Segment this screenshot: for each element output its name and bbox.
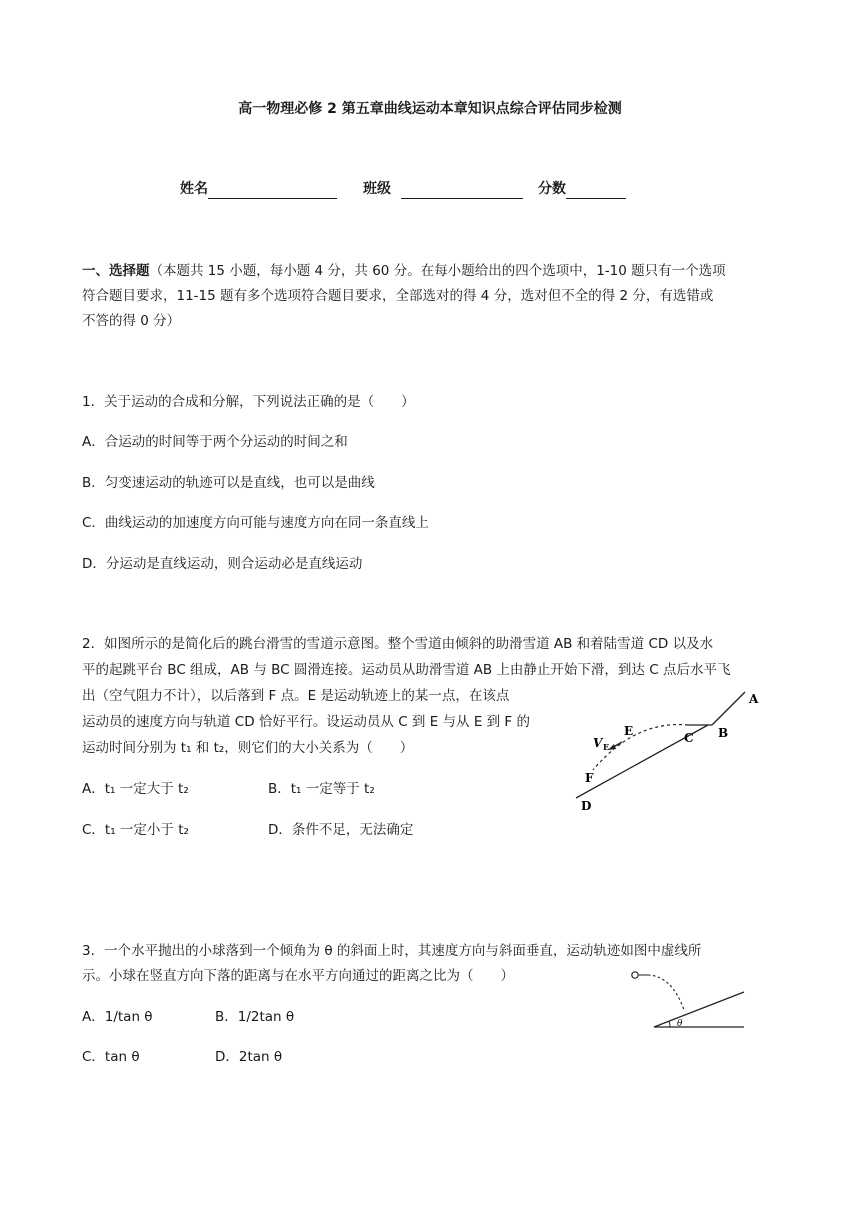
ball	[632, 972, 638, 978]
section-heading: 一、选择题	[82, 263, 150, 279]
class-blank[interactable]	[401, 183, 523, 199]
q2-option-a[interactable]: A．t₁ 一定大于 t₂	[82, 781, 189, 797]
score-blank[interactable]	[566, 183, 626, 199]
section-intro-line-1: 一、选择题（本题共 15 小题，每小题 4 分，共 60 分。在每小题给出的四个选项中，1-10 题只有一个选项	[82, 263, 726, 279]
incline-diagram	[620, 960, 760, 1035]
q2-stem-line-3: 出（空气阻力不计），以后落到 F 点。E 是运动轨迹上的某一点，在该点	[82, 688, 510, 704]
q3-stem-line-2: 示。小球在竖直方向下落的距离与在水平方向通过的距离之比为（ ）	[82, 968, 514, 984]
label-b: B	[718, 726, 729, 740]
page-title: 高一物理必修 2 第五章曲线运动本章知识点综合评估同步检测	[238, 101, 622, 117]
score-label: 分数	[538, 181, 566, 197]
label-e: E	[624, 724, 634, 738]
class-field[interactable]	[363, 179, 523, 199]
angle-arc	[669, 1021, 670, 1027]
ski-jump-diagram	[560, 680, 790, 820]
ramp-ab	[712, 692, 745, 725]
incline-line	[654, 992, 744, 1027]
q2-stem-line-1: 2．如图所示的是简化后的跳台滑雪的雪道示意图。整个雪道由倾斜的助滑雪道 AB 和着陆雪道 CD 以及水	[82, 636, 714, 652]
name-label: 姓名	[180, 181, 208, 197]
label-v: V	[593, 736, 603, 750]
q2-option-d[interactable]: D．条件不足，无法确定	[268, 822, 414, 838]
q2-stem-line-5: 运动时间分别为 t₁ 和 t₂，则它们的大小关系为（ ）	[82, 740, 414, 756]
q3-option-d[interactable]: D．2tan θ	[215, 1049, 283, 1065]
q2-stem-line-2: 平的起跳平台 BC 组成，AB 与 BC 圆滑连接。运动员从助滑雪道 AB 上由静止开始下滑，到达 C 点后水平飞	[82, 662, 731, 678]
label-c: C	[684, 731, 694, 745]
q1-option-d[interactable]: D．分运动是直线运动，则合运动必是直线运动	[82, 556, 363, 572]
q2-option-b[interactable]: B．t₁ 一定等于 t₂	[268, 781, 375, 797]
q2-stem-line-4: 运动员的速度方向与轨道 CD 恰好平行。设运动员从 C 到 E 与从 E 到 F 的	[82, 714, 530, 730]
name-blank[interactable]	[208, 183, 337, 199]
q1-option-b[interactable]: B．匀变速运动的轨迹可以是直线，也可以是曲线	[82, 475, 375, 491]
label-f: F	[585, 771, 594, 785]
theta-label: θ	[677, 1019, 683, 1029]
q2-option-c[interactable]: C．t₁ 一定小于 t₂	[82, 822, 189, 838]
q3-option-b[interactable]: B．1/2tan θ	[215, 1009, 295, 1025]
q3-option-a[interactable]: A．1/tan θ	[82, 1009, 153, 1025]
label-a: A	[749, 692, 759, 706]
label-v-subscript: E	[603, 742, 610, 752]
name-field[interactable]	[180, 179, 337, 199]
section-intro-line-2: 符合题目要求，11-15 题有多个选项符合题目要求，全部选对的得 4 分，选对但不全的得 2 分，有选错或	[82, 288, 714, 304]
section-intro-line-3: 不答的得 0 分）	[82, 313, 181, 329]
q1-option-c[interactable]: C．曲线运动的加速度方向可能与速度方向在同一条直线上	[82, 515, 429, 531]
label-d: D	[581, 799, 592, 813]
q1-option-a[interactable]: A．合运动的时间等于两个分运动的时间之和	[82, 434, 348, 450]
q3-option-c[interactable]: C．tan θ	[82, 1049, 140, 1065]
q1-stem: 1．关于运动的合成和分解，下列说法正确的是（ ）	[82, 394, 415, 410]
score-field[interactable]	[538, 179, 626, 199]
velocity-arrowhead	[608, 744, 616, 750]
trajectory-dashed	[648, 975, 684, 1010]
q3-stem-line-1: 3．一个水平抛出的小球落到一个倾角为 θ 的斜面上时，其速度方向与斜面垂直，运动轨迹如图中虚线所	[82, 943, 702, 959]
class-label: 班级	[363, 181, 391, 197]
